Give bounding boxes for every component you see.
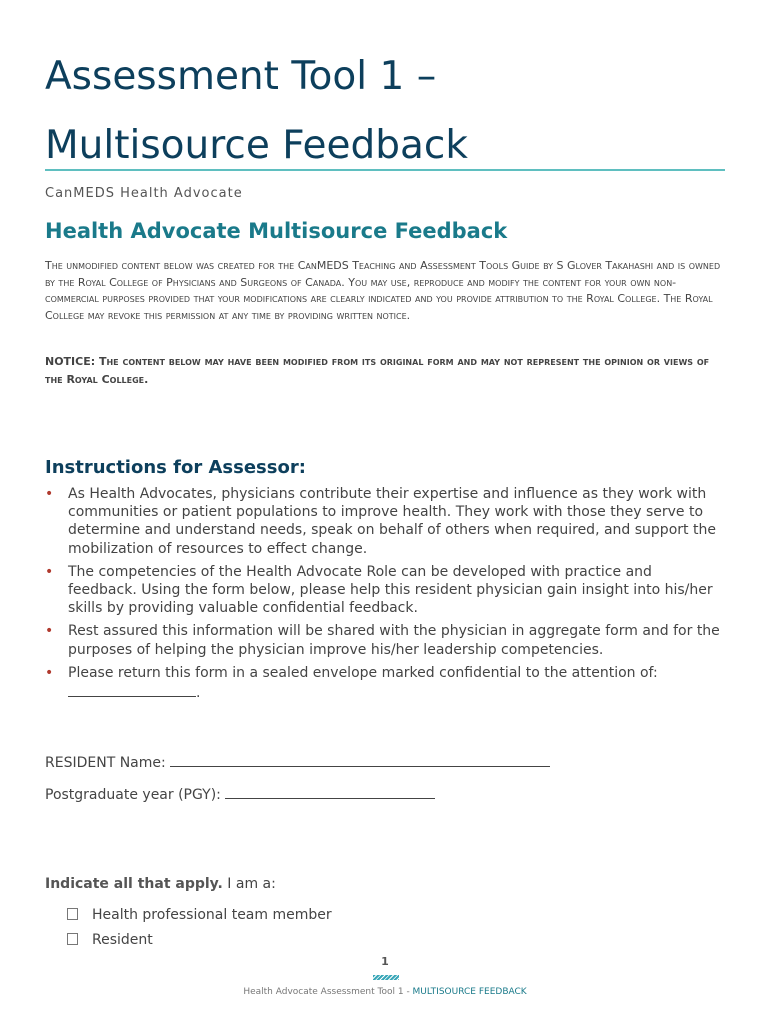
- list-item: [45, 664, 725, 702]
- option-label: Health professional team member: [92, 907, 332, 923]
- list-item: [45, 622, 725, 658]
- attention-blank[interactable]: [68, 682, 196, 697]
- title-line-2: Multisource Feedback: [45, 123, 468, 168]
- section-heading: Health Advocate Multisource Feedback: [45, 219, 508, 243]
- instructions-heading: Instructions for Assessor:: [45, 457, 306, 478]
- bullet-icon: •: [45, 486, 54, 502]
- list-item: [45, 485, 725, 558]
- footer-section: MULTISOURCE FEEDBACK: [412, 987, 527, 997]
- page-marker-icon: [373, 975, 399, 980]
- list-item-text: Rest assured this information will be shared with the physician in aggregate form and for the purposes of helping the physician improve his/her leadership competencies.: [68, 623, 720, 658]
- checkbox-icon[interactable]: [67, 933, 78, 945]
- list-item: [45, 563, 725, 618]
- title-line-1: Assessment Tool 1 –: [45, 54, 437, 99]
- option-resident[interactable]: [67, 932, 153, 948]
- resident-name-field: [45, 752, 550, 771]
- page-footer: [45, 987, 725, 997]
- title-divider: [45, 169, 725, 171]
- option-health-professional[interactable]: [67, 907, 332, 923]
- list-item-text: As Health Advocates, physicians contribute their expertise and influence as they work with communities or patient populations to improve health. They work with those they serve to determine and understand needs, speak on behalf of others when required, and support the mobilization of resources to effect change.: [68, 486, 716, 557]
- resident-name-blank[interactable]: [170, 752, 550, 767]
- page-number: 1: [381, 955, 389, 968]
- page-title: [45, 42, 725, 180]
- list-item-text: Please return this form in a sealed envelope marked confidential to the attention of:: [68, 664, 658, 681]
- resident-name-label: RESIDENT Name:: [45, 755, 171, 771]
- pgy-field: [45, 784, 435, 803]
- pgy-blank[interactable]: [225, 784, 435, 799]
- bullet-icon: •: [45, 623, 54, 640]
- copyright-disclaimer: The unmodified content below was created for the CanMEDS Teaching and Assessment Tools Guide by S Glover Takahashi and is owned by the Royal College of Physicians and Surgeons of Canada. You may use, reproduce and modify the content for your own non-commercial purposes provided that your modifications are clearly indicated and you provide attribution to the Royal College. The Royal College may revoke this permission at any time by providing written notice.: [45, 259, 721, 322]
- modification-notice: NOTICE: The content below may have been modified from its original form and may not represent the opinion or views of the Royal College.: [45, 355, 710, 386]
- role-prompt-bold: Indicate all that apply.: [45, 876, 223, 892]
- checkbox-icon[interactable]: [67, 908, 78, 920]
- subtitle: CanMEDS Health Advocate: [45, 186, 243, 201]
- role-prompt-rest: I am a:: [222, 876, 276, 892]
- pgy-label: Postgraduate year (PGY):: [45, 787, 226, 803]
- list-item-end: .: [196, 685, 201, 702]
- list-item-text: The competencies of the Health Advocate Role can be developed with practice and feedback. Using the form below, please help this resident physician gain insight into his/her skills by providing valuable confidential feedback.: [68, 563, 713, 617]
- footer-title: Health Advocate Assessment Tool 1 -: [243, 987, 413, 997]
- role-prompt: [45, 876, 276, 892]
- instructions-list: [45, 485, 725, 707]
- option-label: Resident: [92, 932, 153, 948]
- bullet-icon: •: [45, 563, 54, 580]
- bullet-icon: •: [45, 664, 54, 681]
